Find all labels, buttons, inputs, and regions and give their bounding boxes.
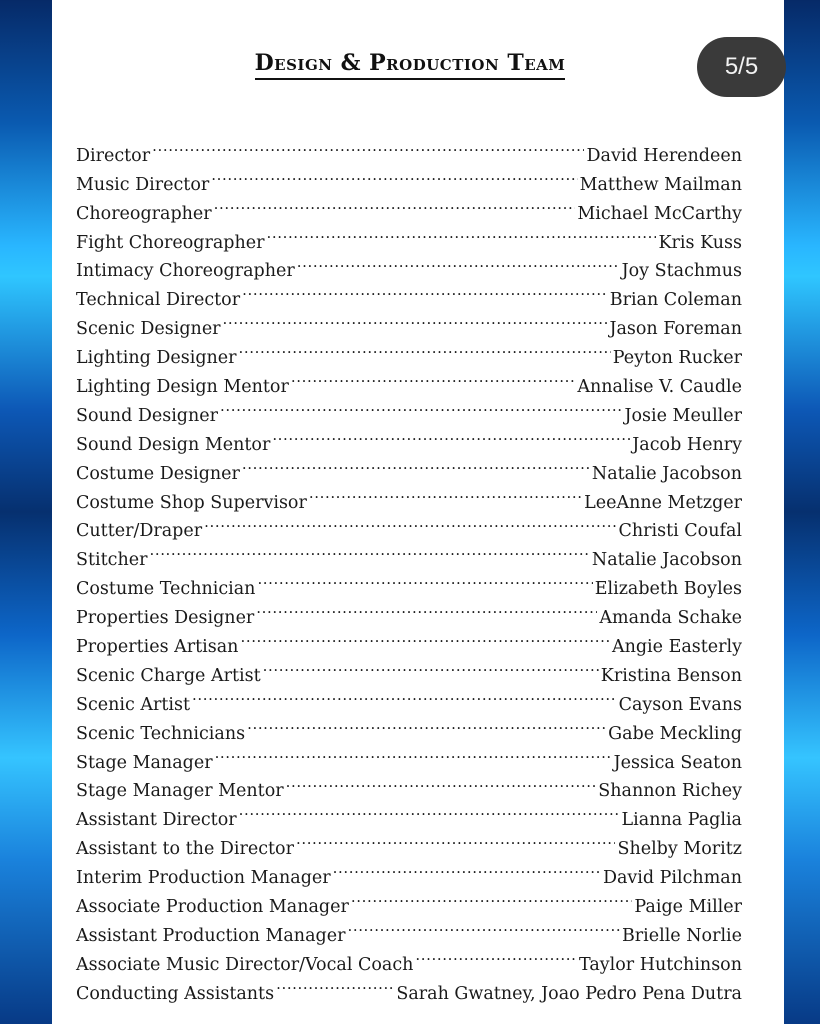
dot-leader	[239, 334, 611, 363]
credit-name: Matthew Mailman	[579, 174, 742, 195]
credit-name: Jason Foreman	[609, 319, 742, 340]
credit-role: Sound Designer	[76, 405, 218, 426]
credit-name: Michael McCarthy	[577, 203, 742, 224]
credit-name: Natalie Jacobson	[591, 463, 742, 484]
dot-leader	[276, 970, 394, 999]
credit-role: Associate Music Director/Vocal Coach	[76, 954, 414, 975]
dot-leader	[240, 623, 609, 652]
credit-name: Paige Miller	[634, 897, 742, 918]
dot-leader	[347, 912, 619, 941]
credit-role: Assistant to the Director	[76, 839, 294, 860]
dot-leader	[215, 739, 612, 768]
credit-role: Technical Director	[76, 290, 241, 311]
credit-role: Costume Designer	[76, 463, 240, 484]
dot-leader	[220, 392, 622, 421]
credit-name: Brian Coleman	[609, 290, 742, 311]
credit-role: Music Director	[76, 174, 210, 195]
credit-role: Properties Designer	[76, 608, 255, 629]
dot-leader	[309, 479, 582, 508]
credit-name: Christi Coufal	[618, 521, 742, 542]
dot-leader	[211, 161, 577, 190]
credit-name: Jessica Seaton	[613, 752, 742, 773]
credit-role: Scenic Charge Artist	[76, 665, 261, 686]
credit-role: Choreographer	[76, 203, 212, 224]
credit-role: Costume Technician	[76, 579, 256, 600]
credit-role: Scenic Technicians	[76, 723, 246, 744]
dot-leader	[223, 305, 608, 334]
right-decorative-band	[784, 0, 820, 1024]
credit-name: Taylor Hutchinson	[579, 954, 742, 975]
credit-role: Director	[76, 145, 151, 166]
dot-leader	[257, 565, 592, 594]
credit-role: Conducting Assistants	[76, 983, 275, 1004]
dot-leader	[239, 796, 620, 825]
credit-role: Scenic Designer	[76, 319, 221, 340]
credit-name: Kristina Benson	[600, 665, 742, 686]
dot-leader	[351, 883, 633, 912]
credit-name: Shelby Moritz	[617, 839, 742, 860]
credit-role: Associate Production Manager	[76, 897, 349, 918]
credit-row	[76, 132, 742, 166]
credit-role: Stitcher	[76, 550, 148, 571]
dot-leader	[214, 190, 576, 219]
credit-role: Lighting Designer	[76, 348, 237, 369]
credit-name: Angie Easterly	[611, 637, 742, 658]
credit-name: Sarah Gwatney, Joao Pedro Pena Dutra	[396, 983, 742, 1004]
credit-name: Brielle Norlie	[621, 925, 742, 946]
dot-leader	[204, 508, 616, 537]
credit-name: Joy Stachmus	[621, 261, 742, 282]
credit-name: David Herendeen	[586, 145, 742, 166]
dot-leader	[333, 854, 601, 883]
dot-leader	[247, 710, 606, 739]
dot-leader	[286, 768, 597, 797]
credit-name: Natalie Jacobson	[591, 550, 742, 571]
credit-role: Interim Production Manager	[76, 868, 331, 889]
dot-leader	[256, 594, 597, 623]
dot-leader	[242, 450, 590, 479]
credit-role: Lighting Design Mentor	[76, 377, 289, 398]
dot-leader	[296, 825, 616, 854]
dot-leader	[192, 681, 617, 710]
dot-leader	[266, 219, 656, 248]
dot-leader	[242, 276, 608, 305]
credit-name: Peyton Rucker	[612, 348, 742, 369]
credit-role: Properties Artisan	[76, 637, 239, 658]
dot-leader	[149, 536, 589, 565]
dot-leader	[272, 421, 630, 450]
credit-role: Assistant Director	[76, 810, 237, 831]
dot-leader	[263, 652, 599, 681]
credit-role: Sound Design Mentor	[76, 434, 271, 455]
credit-name: Josie Meuller	[624, 405, 742, 426]
credit-name: Cayson Evans	[618, 694, 742, 715]
credit-name: LeeAnne Metzger	[584, 492, 742, 513]
credit-role: Costume Shop Supervisor	[76, 492, 307, 513]
credit-name: Elizabeth Boyles	[594, 579, 742, 600]
credit-role: Scenic Artist	[76, 694, 191, 715]
credit-name: David Pilchman	[602, 868, 742, 889]
left-decorative-band	[0, 0, 52, 1024]
credit-name: Lianna Paglia	[621, 810, 742, 831]
credits-list	[76, 132, 742, 1004]
credit-role: Fight Choreographer	[76, 232, 265, 253]
page-title-text: Design & Production Team	[255, 50, 566, 80]
credit-role: Stage Manager Mentor	[76, 781, 284, 802]
page-indicator-badge: 5/5	[697, 37, 786, 97]
credit-name: Kris Kuss	[658, 232, 742, 253]
credit-role: Cutter/Draper	[76, 521, 203, 542]
dot-leader	[152, 132, 584, 161]
credit-role: Intimacy Choreographer	[76, 261, 295, 282]
credit-name: Annalise V. Caudle	[577, 377, 742, 398]
dot-leader	[297, 248, 620, 277]
credit-name: Shannon Richey	[598, 781, 742, 802]
dot-leader	[415, 941, 577, 970]
credit-name: Gabe Meckling	[608, 723, 742, 744]
credit-name: Amanda Schake	[599, 608, 742, 629]
credit-role: Assistant Production Manager	[76, 925, 346, 946]
credit-name: Jacob Henry	[632, 434, 742, 455]
dot-leader	[291, 363, 575, 392]
credit-role: Stage Manager	[76, 752, 213, 773]
